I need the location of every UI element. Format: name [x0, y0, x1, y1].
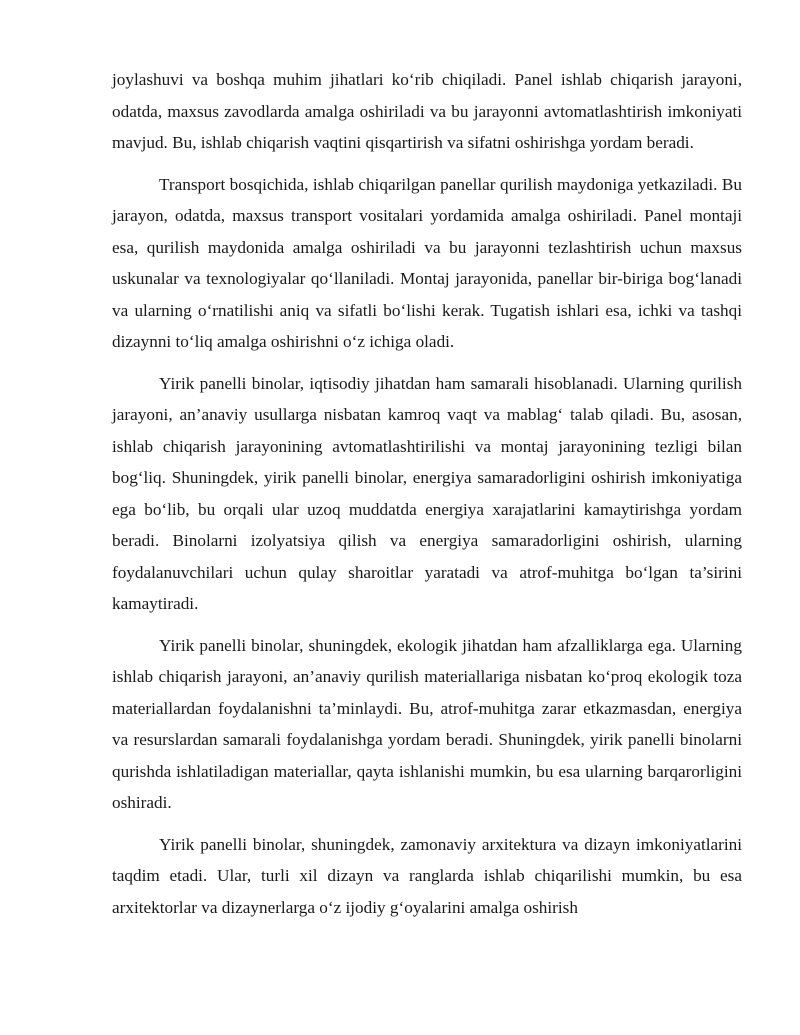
paragraph-3: Yirik panelli binolar, iqtisodiy jihatdan ham samarali hisoblanadi. Ularning qurilish jarayoni, an’anaviy usullarga nisbatan kamroq vaqt va mablag‘ talab qiladi. Bu, asosan, ishlab chiqarish jarayonining avtomatlashtirilishi va montaj jarayonining tezligi bilan bog‘liq. Shuningdek, yirik panelli binolar, energiya samaradorligini oshirish imkoniyatiga ega bo‘lib, bu orqali ular uzoq muddatda energiya xarajatlarini kamaytirishga yordam beradi. Binolarni izolyatsiya qilish va energiya samaradorligini oshirish, ularning foydalanuvchilari uchun qulay sharoitlar yaratadi va atrof-muhitga bo‘lgan ta’sirini kamaytiradi. [112, 373, 742, 613]
document-page [112, 64, 742, 933]
paragraph-4: Yirik panelli binolar, shuningdek, ekologik jihatdan ham afzalliklarga ega. Ularning ishlab chiqarish jarayoni, an’anaviy qurilish materiallariga nisbatan ko‘proq ekologik toza materiallardan foydalanishni ta’minlaydi. Bu, atrof-muhitga zarar etkazmasdan, energiya va resurslardan samarali foydalanishga yordam beradi. Shuningdek, yirik panelli binolarni qurishda ishlatiladigan materiallar, qayta ishlanishi mumkin, bu esa ularning barqarorligini oshiradi. [112, 635, 742, 812]
paragraph-2: Transport bosqichida, ishlab chiqarilgan panellar qurilish maydoniga yetkaziladi. Bu jarayon, odatda, maxsus transport vositalari yordamida amalga oshiriladi. Panel montaji esa, qurilish maydonida amalga oshiriladi va bu jarayonni tezlashtirish uchun maxsus uskunalar va texnologiyalar qo‘llaniladi. Montaj jarayonida, panellar bir-biriga bog‘lanadi va ularning o‘rnatilishi aniq va sifatli bo‘lishi kerak. Tugatish ishlari esa, ichki va tashqi dizaynni to‘liq amalga oshirishni o‘z ichiga oladi. [112, 174, 742, 351]
paragraph-5: Yirik panelli binolar, shuningdek, zamonaviy arxitektura va dizayn imkoniyatlarini taqdim etadi. Ular, turli xil dizayn va ranglarda ishlab chiqarilishi mumkin, bu esa arxitektorlar va dizaynerlarga o‘z ijodiy g‘oyalarini amalga oshirish [112, 834, 742, 917]
paragraph-1: joylashuvi va boshqa muhim jihatlari ko‘rib chiqiladi. Panel ishlab chiqarish jarayoni, odatda, maxsus zavodlarda amalga oshiriladi va bu jarayonni avtomatlashtirish imkoniyati mavjud. Bu, ishlab chiqarish vaqtini qisqartirish va sifatni oshirishga yordam beradi. [112, 70, 742, 152]
